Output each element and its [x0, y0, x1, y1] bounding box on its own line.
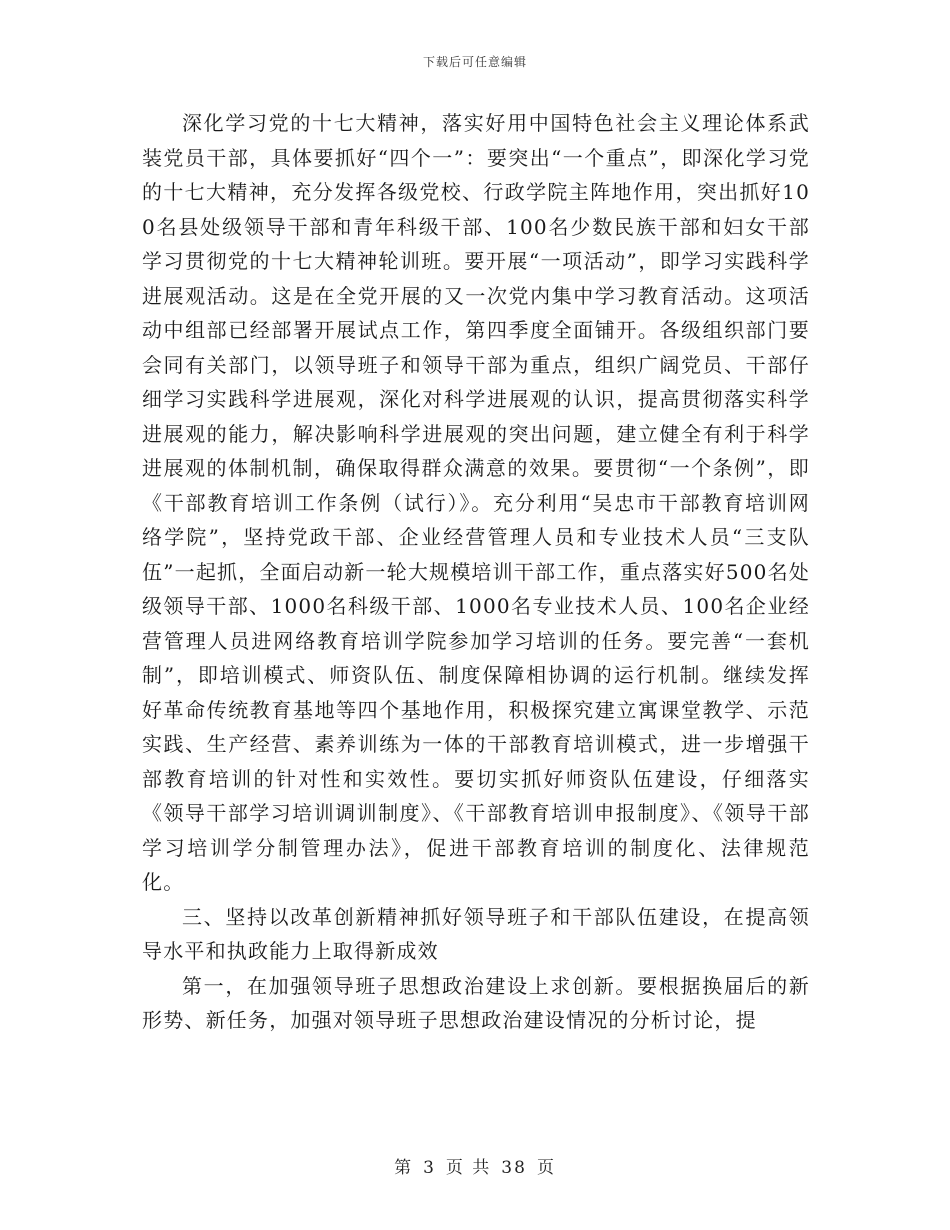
page-footer: [0, 1153, 950, 1178]
total-page-count: 38: [501, 1158, 527, 1178]
paragraph: 第一，在加强领导班子思想政治建设上求创新。要根据换届后的新形势、新任务，加强对领导班子思想政治建设情况的分析讨论，提: [142, 973, 810, 1032]
footer-prefix: 第: [394, 1158, 414, 1178]
document-body: [142, 106, 810, 1038]
paragraph: 深化学习党的十七大精神，落实好用中国特色社会主义理论体系武装党员干部，具体要抓好“四个一”：要突出“一个重点”，即深化学习党的十七大精神，充分发挥各级党校、行政学院主阵地作用，突出抓好100名县处级领导干部和青年科级干部、100名少数民族干部和妇女干部学习贯彻党的十七大精神轮训班。要开展“一项活动”，即学习实践科学进展观活动。这是在全党开展的又一次党内集中学习教育活动。这项活动中组部已经部署开展试点工作，第四季度全面铺开。各级组织部门要会同有关部门，以领导班子和领导干部为重点，组织广阔党员、干部仔细学习实践科学进展观，深化对科学进展观的认识，提高贯彻落实科学进展观的能力，解决影响科学进展观的突出问题，建立健全有利于科学进展观的体制机制，确保取得群众满意的效果。要贯彻“一个条例”，即《干部教育培训工作条例（试行）》。充分利用“吴忠市干部教育培训网络学院”，坚持党政干部、企业经营管理人员和专业技术人员“三支队伍”一起抓，全面启动新一轮大规模培训干部工作，重点落实好500名处级领导干部、1000名科级干部、1000名专业技术人员、100名企业经营管理人员进网络教育培训学院参加学习培训的任务。要完善“一套机制”，即培训模式、师资队伍、制度保障相协调的运行机制。继续发挥好革命传统教育基地等四个基地作用，积极探究建立寓课堂教学、示范实践、生产经营、素养训练为一体的干部教育培训模式，进一步增强干部教育培训的针对性和实效性。要切实抓好师资队伍建设，仔细落实《领导干部学习培训调训制度》、《干部教育培训申报制度》、《领导干部学习培训学分制管理办法》，促进干部教育培训的制度化、法律规范化。: [142, 111, 810, 894]
current-page-number: 3: [423, 1158, 436, 1178]
section-heading: 三、坚持以改革创新精神抓好领导班子和干部队伍建设，在提高领导水平和执政能力上取得新成效: [142, 904, 810, 963]
footer-middle: 页 共: [445, 1158, 492, 1178]
footer-suffix: 页: [536, 1158, 556, 1178]
page-header: 下载后可任意编辑: [422, 55, 527, 69]
